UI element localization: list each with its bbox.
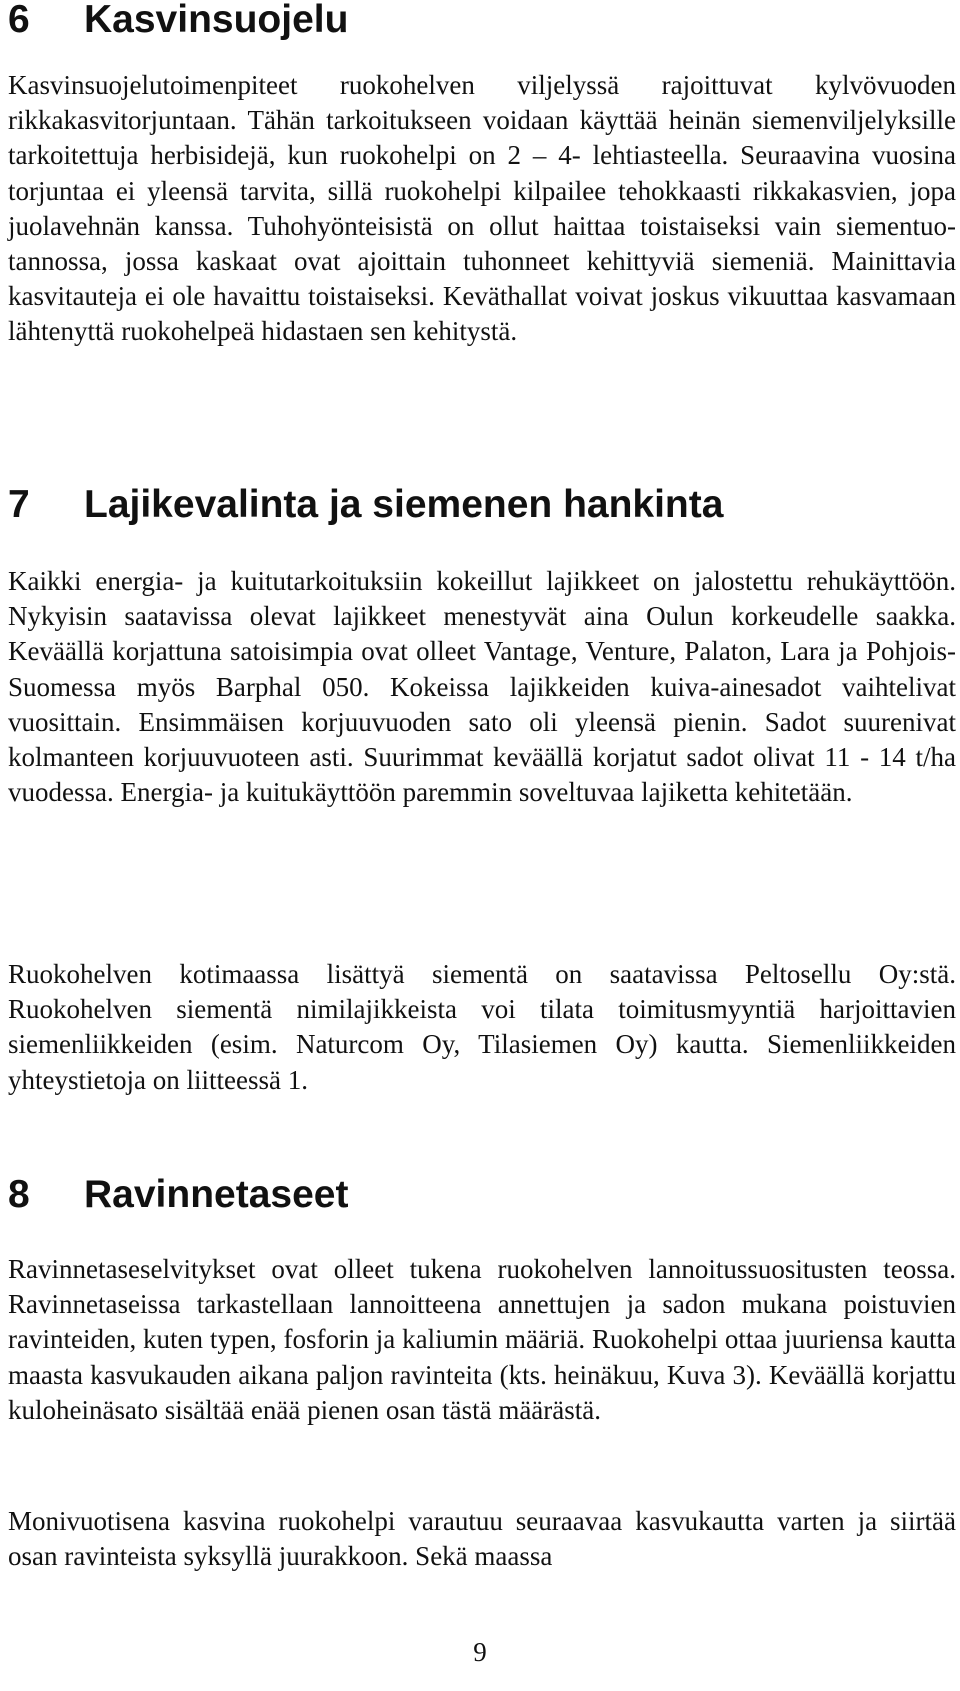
section-7-heading [8,482,723,528]
section-6-heading [8,0,348,43]
section-number: 8 [8,1173,30,1216]
paragraph: Ravinnetaseselvitykset ovat olleet tukena ruokohelven lannoitussuositusten teossa. Ravinnetaseissa tarkastellaan lannoitteena annettujen ja sadon mukana poistuvien ravinteiden, kuten typen, fosforin ja kaliumin määriä. Ruokohelpi ottaa juuriensa kautta maasta kasvukauden aikana paljon ravinteita (kts. heinäkuu, Kuva 3). Keväällä korjattu kuloheinäsato sisältää enää pienen osan tästä määrästä. [8,1254,956,1425]
section-title: Lajikevalinta ja siemenen hankinta [84,483,724,526]
section-title: Kasvinsuojelu [84,0,349,41]
paragraph: Monivuotisena kasvina ruokohelpi varautuu seuraavaa kasvukautta varten ja siirtää osan ravinteista syksyllä juurakkoon. Sekä maassa [8,1506,956,1572]
section-number: 7 [8,483,30,526]
section-number: 6 [8,0,30,41]
page-number: 9 [473,1637,487,1667]
paragraph: Kaikki energia- ja kuitutarkoituksiin kokeillut lajikkeet on jalostettu rehukäyttöön. Nykyisin saatavissa olevat lajikkeet menestyvät aina Oulun korkeudelle saakka. Keväällä korjattuna satoisimpia ovat olleet Vantage, Venture, Palaton, Lara ja Pohjois-Suomessa myös Barphal 050. Kokeissa lajikkeiden kuiva-ainesadot vaihtelivat vuosittain. Ensimmäisen korjuuvuoden sato oli yleensä pienin. Sadot suurenivat kolmanteen korjuuvuoteen asti. Suurimmat keväällä korjatut sadot olivat 11 - 14 t/ha vuodessa. Energia- ja kuitukäyttöön paremmin soveltuvaa lajiketta kehitetään. [8,566,956,808]
paragraph: Ruokohelven kotimaassa lisättyä siementä on saatavissa Peltosellu Oy:stä. Ruokohelven siementä nimilajikkeista voi tilata toimitusmyyntiä harjoittavien siemenliikkeiden (esim. Naturcom Oy, Tilasiemen Oy) kautta. Siemenliikkeiden yhteystietoja on liitteessä 1. [8,959,956,1095]
paragraph: Kasvinsuojelutoimenpiteet ruokohelven viljelyssä rajoittuvat kylvövuoden rikkakasvitorjuntaan. Tähän tarkoitukseen voidaan käyttää heinän siemenviljelyksille tarkoitettuja herbisidejä, kun ruokohelpi on 2 – 4- lehtiasteella. Seuraavina vuosina torjuntaa ei yleensä tarvita, sillä ruokohelpi kilpailee tehokkaasti rikkakasvien, jopa juolavehnän kanssa. Tuhohyönteisistä on ollut haittaa toistaiseksi vain siementuotannossa, jossa kaskaat ovat ajoittain tuhonneet kehittyviä siemeniä. Mainittavia kasvitauteja ei ole havaittu toistaiseksi. Keväthallat voivat joskus vikuuttaa kasvamaan lähtenyttä ruokohelpeä hidastaen sen kehitystä. [8,70,956,347]
section-8-heading [8,1172,348,1218]
section-title: Ravinnetaseet [84,1173,349,1216]
